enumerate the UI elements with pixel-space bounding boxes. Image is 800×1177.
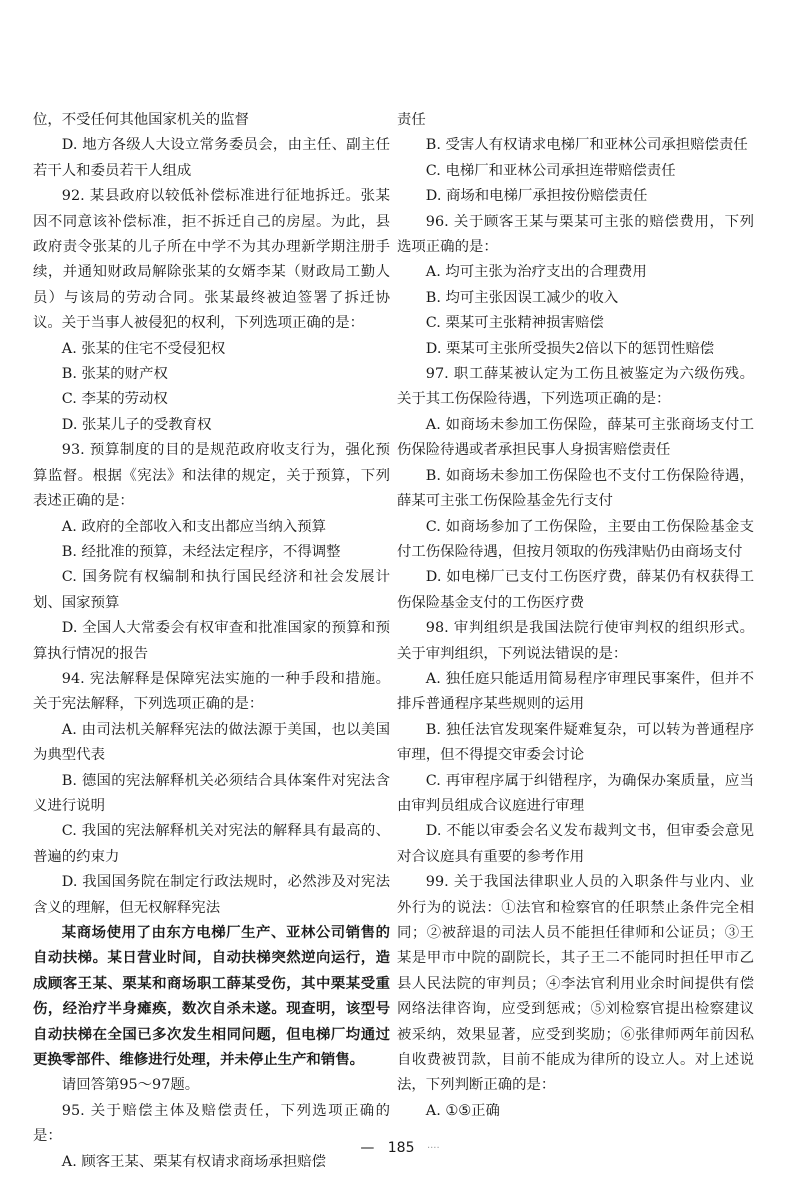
paragraph: A. 顾客王某、栗某有权请求商场承担赔偿: [61, 1153, 326, 1170]
footer-dots: ····: [426, 1142, 440, 1154]
paragraph: D. 如电梯厂已支付工伤医疗费，薛某仍有权获得工伤保险基金支付的工伤医疗费: [397, 569, 754, 611]
paragraph: 93. 预算制度的目的是规范政府收支行为，强化预算监督。根据《宪法》和法律的规定，关于预算，下列表述正确的是：: [33, 442, 390, 510]
paragraph: 98. 审判组织是我国法院行使审判权的组织形式。关于审判组织，下列说法错误的是：: [397, 620, 754, 662]
footer-dash: —: [360, 1140, 376, 1156]
paragraph: C. 我国的宪法解释机关对宪法的解释具有最高的、普遍的约束力: [33, 823, 390, 865]
paragraph: C. 电梯厂和亚林公司承担连带赔偿责任: [425, 162, 676, 179]
paragraph: D. 全国人大常委会有权审查和批准国家的预算和预算执行情况的报告: [33, 620, 390, 662]
paragraph: 95. 关于赔偿主体及赔偿责任，下列选项正确的是：: [33, 1102, 390, 1145]
paragraph: 责任: [397, 112, 426, 128]
paragraph: 某商场使用了由东方电梯厂生产、亚林公司销售的自动扶梯。某日营业时间，自动扶梯突然逆向运行，造成顾客王某、栗某和商场职工薛某受伤，其中栗某受重伤，经治疗半身瘫痪，数次自杀未遂。现查明，该型号自动扶梯在全国已多次发生相同问题，但电梯厂均通过更换零部件、维修进行处理，并未停止生产和销售。: [33, 925, 390, 1069]
paragraph: D. 商场和电梯厂承担按份赔偿责任: [425, 188, 648, 205]
paragraph: B. 德国的宪法解释机关必须结合具体案件对宪法含义进行说明: [33, 772, 390, 814]
paragraph: 99. 关于我国法律职业人员的入职条件与业内、业外行为的说法：①法官和检察官的任职禁止条件完全相同；②被辞退的司法人员不能担任律师和公证员；③王某是甲市中院的副院长，其子王二不能同时担任甲市乙县人民法院的审判员；④李法官利用业余时间提供有偿网络法律咨询，应受到惩戒；⑤刘检察官提出检察建议被采纳，效果显著，应受到奖励；⑥张律师两年前因私自收费被罚款，目前不能成为律所的设立人。对上述说法，下列判断正确的是：: [397, 874, 754, 1094]
right-column: [397, 108, 754, 1124]
paragraph: C. 栗某可主张精神损害赔偿: [425, 315, 604, 332]
paragraph: A. 均可主张为治疗支出的合理费用: [425, 264, 647, 281]
paragraph: 请回答第95～97题。: [61, 1077, 200, 1094]
paragraph: A. 由司法机关解释宪法的做法源于美国，也以美国为典型代表: [33, 721, 390, 764]
paragraph: C. 国务院有权编制和执行国民经济和社会发展计划、国家预算: [33, 569, 390, 611]
page-footer: [0, 1140, 800, 1156]
paragraph: C. 再审程序属于纠错程序，为确保办案质量，应当由审判员组成合议庭进行审理: [397, 772, 754, 814]
paragraph: D. 栗某可主张所受损失2倍以下的惩罚性赔偿: [425, 340, 715, 357]
paragraph: D. 不能以审委会名义发布裁判文书，但审委会意见对合议庭具有重要的参考作用: [397, 823, 754, 865]
paragraph: A. ①⑤正确: [425, 1102, 500, 1119]
paragraph: B. 独任法官发现案件疑难复杂，可以转为普通程序审理，但不得提交审委会讨论: [397, 721, 754, 764]
paragraph: A. 如商场未参加工伤保险，薛某可主张商场支付工伤保险待遇或者承担民事人身损害赔偿责任: [397, 416, 754, 459]
page-number: 185: [387, 1140, 415, 1156]
paragraph: A. 政府的全部收入和支出都应当纳入预算: [61, 518, 326, 535]
paragraph: D. 地方各级人大设立常务委员会，由主任、副主任若干人和委员若干人组成: [33, 137, 390, 179]
paragraph: B. 受害人有权请求电梯厂和亚林公司承担赔偿责任: [425, 137, 748, 154]
paragraph: C. 如商场参加了工伤保险，主要由工伤保险基金支付工伤保险待遇，但按月领取的伤残津贴仍由商场支付: [397, 518, 754, 560]
paragraph: B. 张某的财产权: [61, 366, 168, 383]
paragraph: B. 如商场未参加工伤保险也不支付工伤保险待遇，薛某可主张工伤保险基金先行支付: [397, 467, 754, 510]
paragraph: 96. 关于顾客王某与栗某可主张的赔偿费用，下列选项正确的是：: [397, 213, 754, 256]
paragraph: 97. 职工薛某被认定为工伤且被鉴定为六级伤残。关于其工伤保险待遇，下列选项正确的是：: [397, 366, 754, 408]
paragraph: 94. 宪法解释是保障宪法实施的一种手段和措施。关于宪法解释，下列选项正确的是：: [33, 670, 390, 713]
left-column: [33, 108, 390, 1175]
paragraph: B. 均可主张因误工减少的收入: [425, 289, 619, 306]
paragraph: 92. 某县政府以较低补偿标准进行征地拆迁。张某因不同意该补偿标准，拒不拆迁自己的房屋。为此，县政府责令张某的儿子所在中学不为其办理新学期注册手续，并通知财政局解除张某的女婿李某（财政局工勤人员）与该局的劳动合同。张某最终被迫签署了拆迁协议。关于当事人被侵犯的权利，下列选项正确的是：: [33, 188, 390, 332]
paragraph: C. 李某的劳动权: [61, 391, 168, 408]
paragraph: 位，不受任何其他国家机关的监督: [33, 112, 249, 128]
paragraph: D. 我国国务院在制定行政法规时，必然涉及对宪法含义的理解，但无权解释宪法: [33, 874, 390, 916]
paragraph: B. 经批准的预算，未经法定程序，不得调整: [61, 543, 341, 560]
paragraph: A. 独任庭只能适用简易程序审理民事案件，但并不排斥普通程序某些规则的运用: [397, 670, 754, 713]
paragraph: D. 张某儿子的受教育权: [61, 416, 212, 433]
paragraph: A. 张某的住宅不受侵犯权: [61, 340, 226, 357]
